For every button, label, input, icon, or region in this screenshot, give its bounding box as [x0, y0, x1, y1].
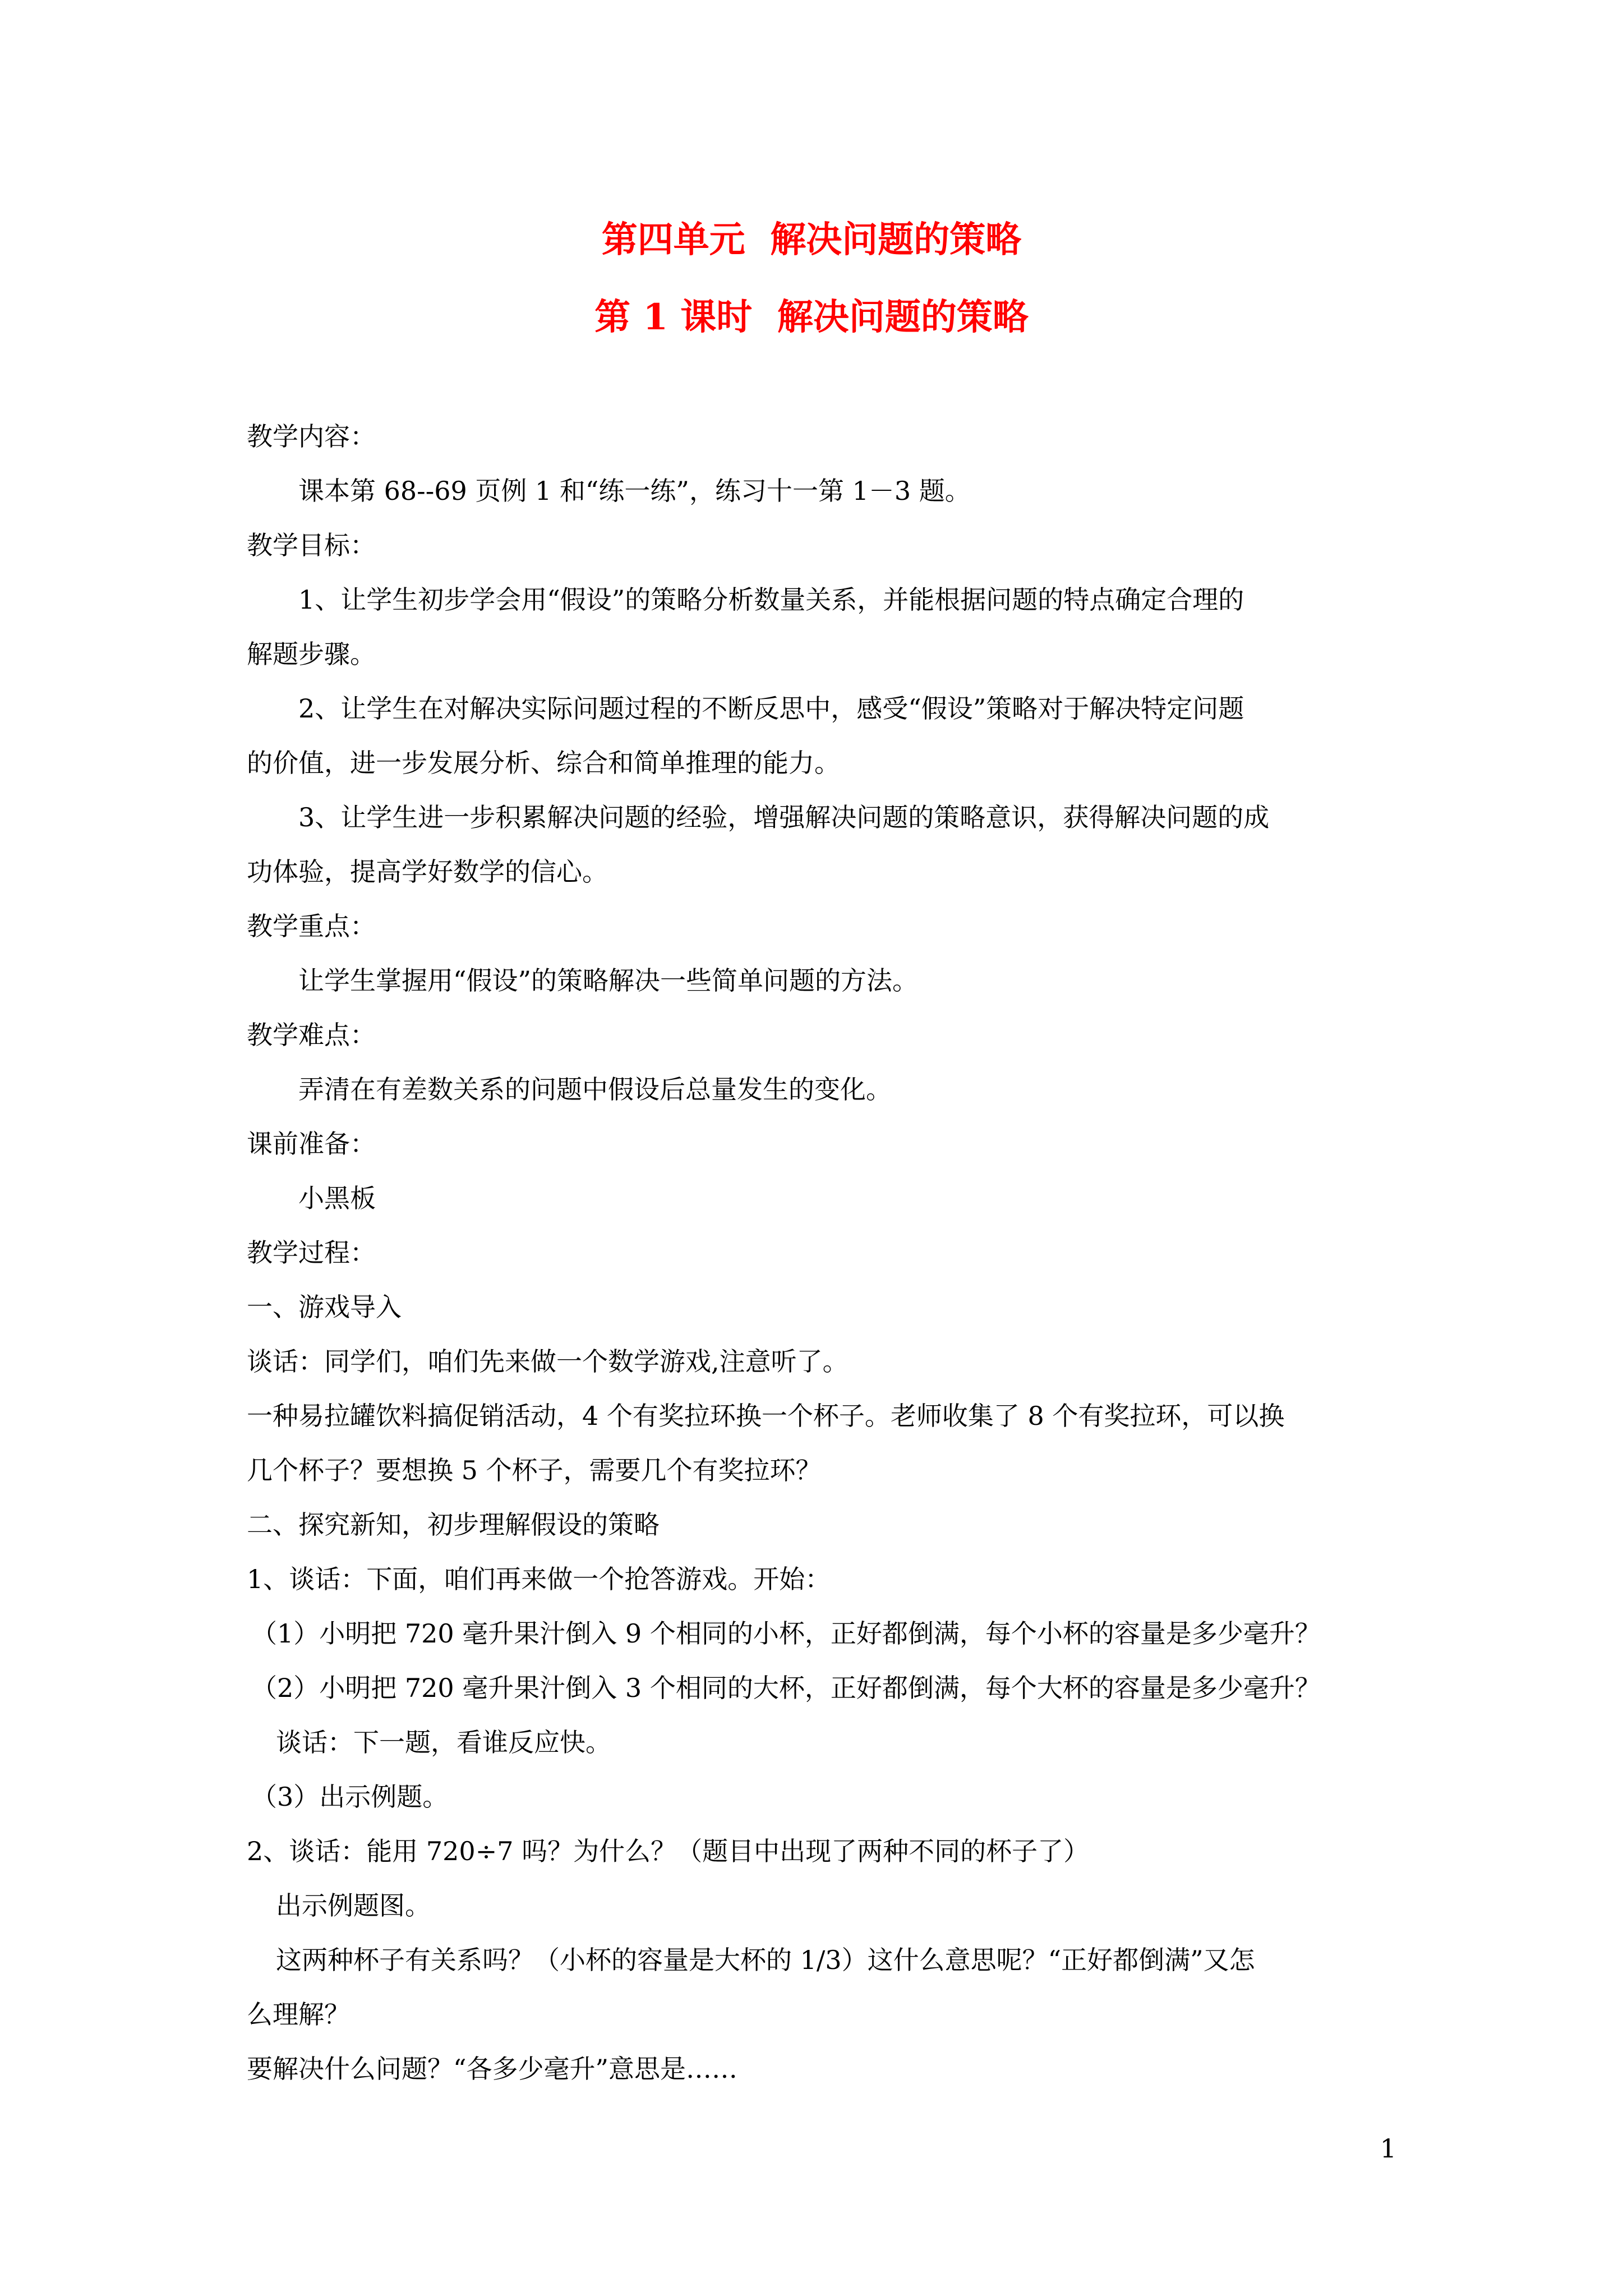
paragraph-line: （2）小明把 720 毫升果汁倒入 3 个相同的大杯，正好都倒满，每个大杯的容量是多少毫升？: [251, 1673, 1321, 1703]
paragraph-line: 么理解？: [247, 1999, 350, 2030]
section-heading-content: 教学内容：: [247, 421, 376, 452]
paragraph-line: 弄清在有差数关系的问题中假设后总量发生的变化。: [298, 1074, 892, 1105]
paragraph-line: 小黑板: [298, 1183, 376, 1213]
paragraph-line: 二、探究新知，初步理解假设的策略: [247, 1510, 660, 1540]
paragraph-line: 一种易拉罐饮料搞促销活动，4 个有奖拉环换一个杯子。老师收集了 8 个有奖拉环，可以换: [247, 1401, 1285, 1431]
paragraph-line: 2、谈话：能用 720÷7 吗？为什么？（题目中出现了两种不同的杯子了）: [247, 1836, 1090, 1866]
section-heading-key-point: 教学重点：: [247, 911, 376, 941]
section-heading-process: 教学过程：: [247, 1237, 376, 1268]
paragraph-line: 3、让学生进一步积累解决问题的经验，增强解决问题的策略意识，获得解决问题的成: [298, 802, 1270, 832]
section-heading-difficulty: 教学难点：: [247, 1020, 376, 1050]
paragraph-line: 这两种杯子有关系吗？（小杯的容量是大杯的 1/3）这什么意思呢？“正好都倒满”又怎: [276, 1945, 1255, 1975]
paragraph-line: 几个杯子？要想换 5 个杯子，需要几个有奖拉环？: [247, 1455, 822, 1485]
paragraph-line: 功体验，提高学好数学的信心。: [247, 857, 608, 887]
paragraph-line: 1、谈话：下面，咱们再来做一个抢答游戏。开始：: [247, 1564, 831, 1594]
paragraph-line: 要解决什么问题？“各多少毫升”意思是……: [247, 2054, 738, 2084]
paragraph-line: 2、让学生在对解决实际问题过程的不断反思中，感受“假设”策略对于解决特定问题: [298, 693, 1244, 724]
section-heading-objectives: 教学目标：: [247, 530, 376, 560]
paragraph-line: 让学生掌握用“假设”的策略解决一些简单问题的方法。: [298, 965, 919, 996]
paragraph-line: 课本第 68--69 页例 1 和“练一练”，练习十一第 1－3 题。: [298, 476, 971, 506]
paragraph-line: （3）出示例题。: [251, 1782, 449, 1812]
paragraph-line: 出示例题图。: [276, 1890, 431, 1921]
paragraph-line: 1、让学生初步学会用“假设”的策略分析数量关系，并能根据问题的特点确定合理的: [298, 585, 1244, 615]
paragraph-line: 谈话：下一题，看谁反应快。: [276, 1727, 611, 1757]
paragraph-line: 谈话：同学们，咱们先来做一个数学游戏,注意听了。: [247, 1346, 849, 1377]
page-number: 1: [1380, 2133, 1396, 2164]
lesson-title: 第 1 课时 解决问题的策略: [594, 296, 1029, 338]
paragraph-line: 的价值，进一步发展分析、综合和简单推理的能力。: [247, 748, 840, 778]
unit-title: 第四单元 解决问题的策略: [601, 219, 1022, 261]
paragraph-line: （1）小明把 720 毫升果汁倒入 9 个相同的小杯，正好都倒满，每个小杯的容量是多少毫升？: [251, 1618, 1321, 1649]
section-heading-preparation: 课前准备：: [247, 1129, 376, 1159]
paragraph-line: 一、游戏导入: [247, 1292, 402, 1322]
paragraph-line: 解题步骤。: [247, 639, 376, 669]
lesson-body: [247, 409, 1396, 2096]
